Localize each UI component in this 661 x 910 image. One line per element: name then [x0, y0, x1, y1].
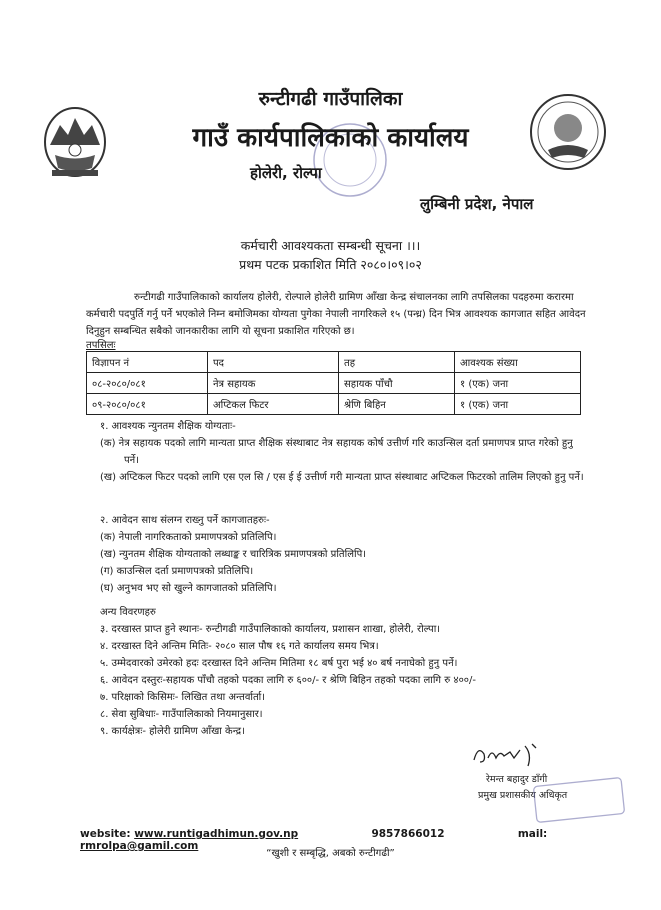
signature-icon [470, 740, 540, 770]
table-row [87, 373, 581, 394]
qualification-section [100, 418, 590, 486]
table-cell: ०८-२०८०/०८१ [87, 373, 208, 394]
table-header-cell: तह [339, 352, 455, 373]
table-label: तपसिलः [86, 340, 116, 351]
section-heading: १. आवश्यक न्युनतम शैक्षिक योग्यताः- [100, 421, 236, 432]
table-header-cell: आवश्यक संख्या [455, 352, 581, 373]
table-cell: सहायक पाँचौ [339, 373, 455, 394]
list-item: (ख) न्युनतम शैक्षिक योग्यताको लब्धाङ्क र चारित्रिक प्रमाणपत्रको प्रतिलिपि। [100, 549, 367, 560]
section-heading: अन्य विवरणहरु [100, 607, 156, 618]
other-details-section [100, 604, 620, 740]
website-label: website: [80, 828, 131, 840]
table-cell: अप्टिकल फिटर [208, 394, 339, 415]
list-item: (ख) अप्टिकल फिटर पदको लागि एस एल सि / एस ई ई उत्तीर्ण गरी मान्यता प्राप्त संस्थाबाट अप्टिकल फिटरको तालिम लिएको हुनु पर्ने। [100, 472, 584, 483]
official-stamp-icon [532, 776, 627, 824]
municipality-name: रुन्टीगढी गाउँपालिका [258, 88, 403, 110]
email-link[interactable]: rmrolpa@gamil.com [80, 840, 199, 852]
list-item: (क) नेपाली नागरिकताको प्रमाणपत्रको प्रतिलिपि। [100, 532, 277, 543]
list-item: ४. दरखास्त दिने अन्तिम मितिः- २०८० साल पौष १६ गते कार्यालय समय भित्र। [100, 641, 379, 652]
notice-title: कर्मचारी आवश्यकता सम्बन्धी सूचना ।।। [240, 238, 421, 253]
slogan: “खुशी र सम्बृद्धि, अबको रुन्टीगढी” [266, 848, 395, 859]
office-address: होलेरी, रोल्पा [250, 164, 322, 182]
list-item: ९. कार्यक्षेत्रः- होलेरी ग्रामिण आँखा केन्द्र। [100, 726, 245, 737]
vacancy-table [86, 351, 581, 415]
section-heading: २. आवेदन साथ संलग्न राख्नु पर्ने कागजातहरुः- [100, 515, 270, 526]
phone-number: 9857866012 [371, 828, 445, 840]
list-item: ३. दरखास्त प्राप्त हुने स्थानः- रुन्टीगढी गाउँपालिकाको कार्यालय, प्रशासन शाखा, होलेरी, रोल्पा। [100, 624, 441, 635]
list-item: ८. सेवा सुबिधाः- गाउँपालिकाको नियमानुसार। [100, 709, 263, 720]
table-cell: नेत्र सहायक [208, 373, 339, 394]
list-item: ७. परिक्षाको किसिमः- लिखित तथा अन्तर्वार्ता। [100, 692, 266, 703]
website-link[interactable]: www.runtigadhimun.gov.np [134, 828, 299, 840]
mail-label: mail: [517, 828, 548, 840]
table-row [87, 394, 581, 415]
table-cell: ०९-२०८०/०८१ [87, 394, 208, 415]
table-header-cell: पद [208, 352, 339, 373]
table-header-cell: विज्ञापन नं [87, 352, 208, 373]
signatory-name: रेमन्त बहादुर डाँगी [486, 774, 548, 785]
table-header-row [87, 352, 581, 373]
province-name: लुम्बिनी प्रदेश, नेपाल [420, 195, 534, 213]
list-item: ५. उम्मेदवारको उमेरको हदः दरखास्त दिने अन्तिम मितिमा १८ बर्ष पुरा भई ४० बर्ष ननाघेको हुनु पर्ने। [100, 658, 458, 669]
list-item: (घ) अनुभव भए सो खुल्ने कागजातको प्रतिलिपि। [100, 583, 277, 594]
notice-intro: रुन्टीगढी गाउँपालिकाको कार्यालय होलेरी, रोल्पाले होलेरी ग्रामिण आँखा केन्द्र संचालनका लागि तपसिलका पदहरुमा करारमा कर्मचारी पदपुर्ति गर्नु पर्ने भएकोले निम्न बमोजिमका योग्यता पुगेका नेपाली नागरिकले १५ (पन्ध्र) दिन भित्र आवश्यक कागजात सहित आवेदन दिनुहुन सम्बन्धित सबैको जानकारीका लागि यो सूचना प्रकाशित गरिएको छ। [86, 292, 586, 337]
documents-section [100, 512, 590, 597]
table-cell: १ (एक) जना [455, 373, 581, 394]
list-item: (ग) काउन्सिल दर्ता प्रमाणपत्रको प्रतिलिपि। [100, 566, 254, 577]
office-name: गाउँ कार्यपालिकाको कार्यालय [192, 123, 469, 153]
list-item: ६. आवेदन दस्तुरः-सहायक पाँचौ तहको पदका लागि रु ६००/- र श्रेणि बिहिन तहको पदका लागि रु ४००/- [100, 675, 476, 686]
notice-subtitle: प्रथम पटक प्रकाशित मिति २०८०।०९।०२ [239, 257, 422, 272]
table-cell: १ (एक) जना [455, 394, 581, 415]
list-item: (क) नेत्र सहायक पदको लागि मान्यता प्राप्त शैक्षिक संस्थाबाट नेत्र सहायक कोर्ष उत्तीर्ण गरि काउन्सिल दर्ता प्रमाणपत्र प्राप्त गरेको हुनु पर्ने। [100, 438, 573, 466]
table-cell: श्रेणि बिहिन [339, 394, 455, 415]
signatory-title: प्रमुख प्रशासकीय अधिकृत [478, 790, 568, 801]
